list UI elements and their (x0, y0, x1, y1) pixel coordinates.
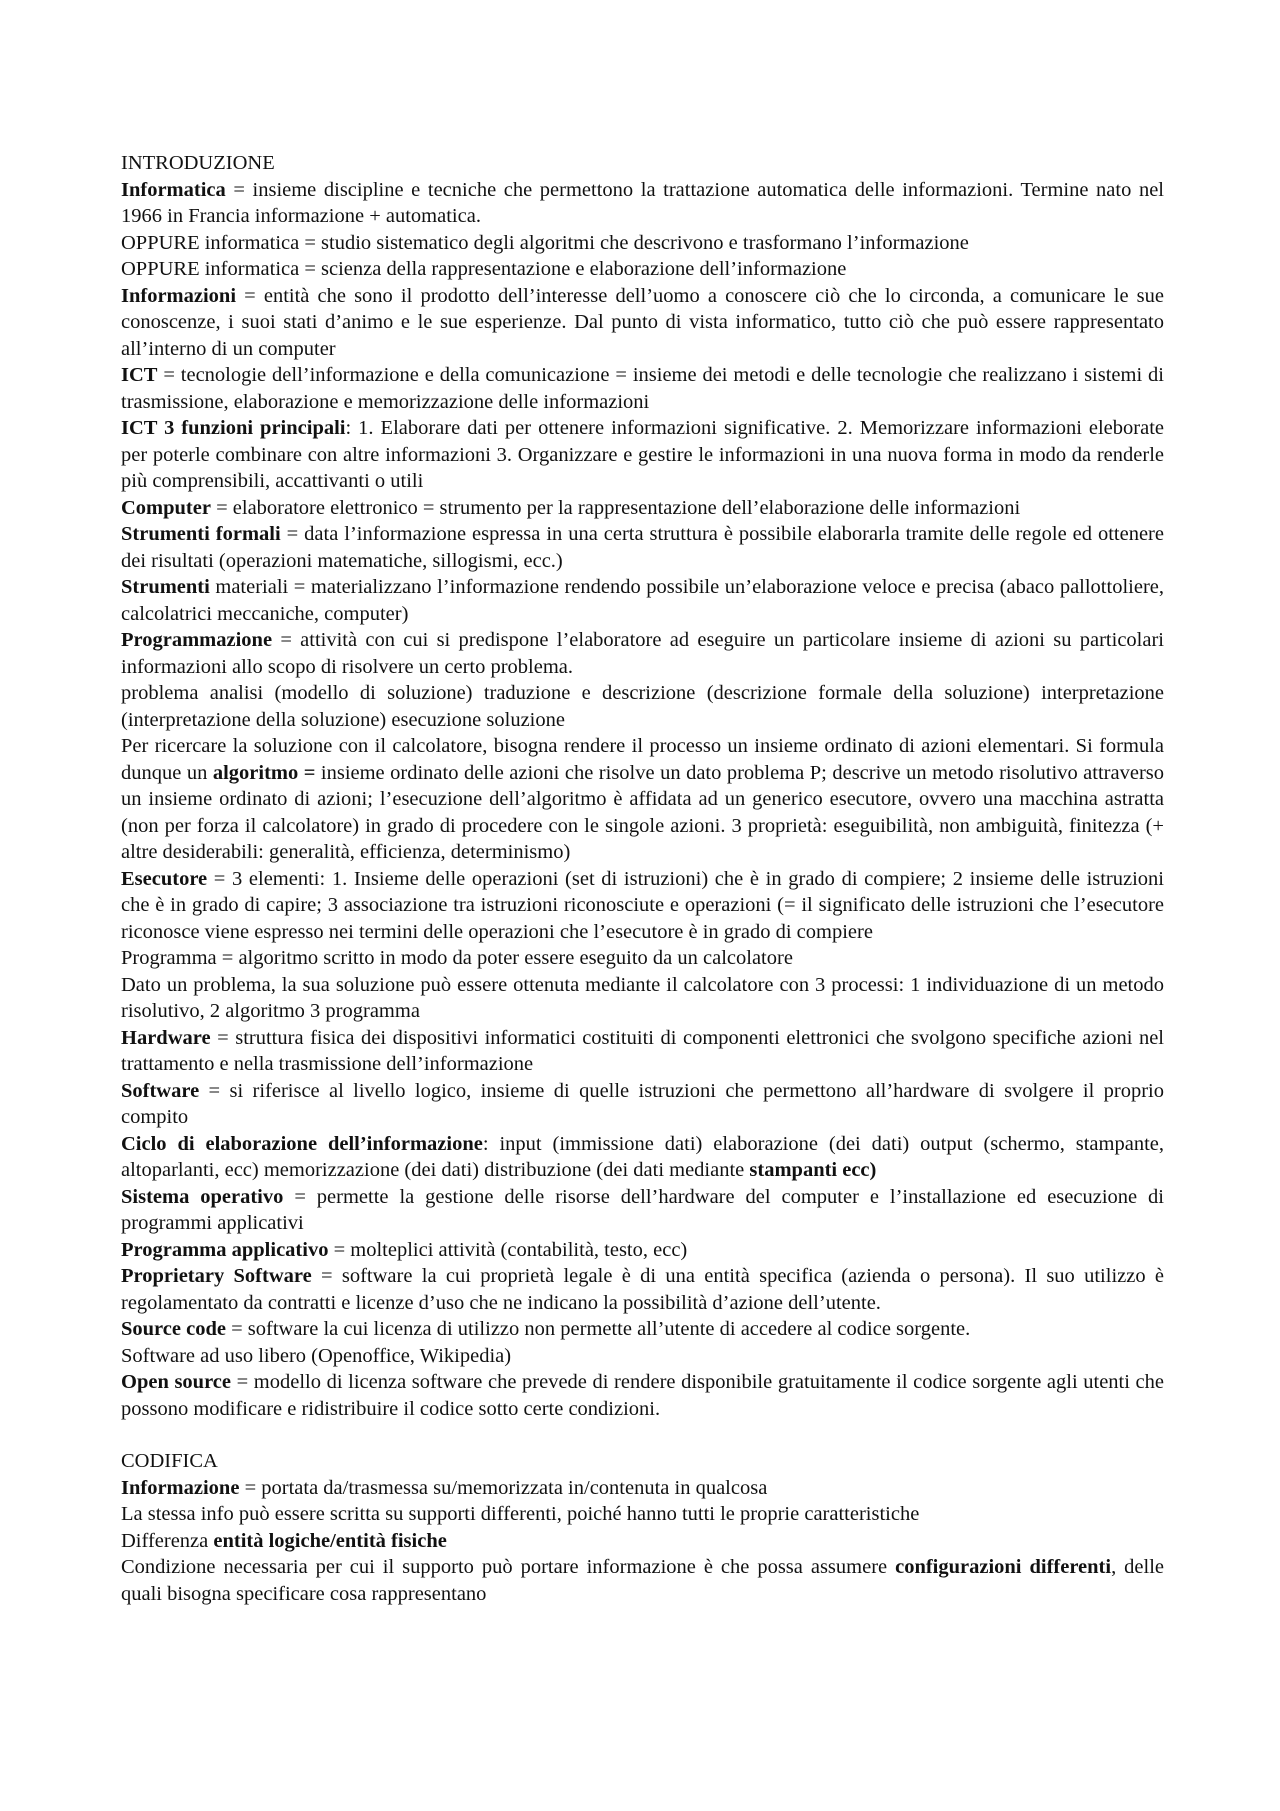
definition: = insieme discipline e tecniche che permettono la trattazione automatica delle informazioni. Termine nato nel 1966 in Francia informazione + automatica. (121, 178, 1164, 227)
definition: insieme ordinato delle azioni che risolve un dato problema P; descrive un metodo risolutivo attraverso un insieme ordinato di azioni; l’esecuzione dell’algoritmo è affidata ad un generico esecutore, ovvero una macchina astratta (non per forza il calcolatore) in grado di procedere con le singole azioni. 3 proprietà: eseguibilità, non ambiguità, finitezza (+ altre desiderabili: generalità, efficienza, determinismo) (121, 761, 1164, 863)
definition: = elaboratore elettronico = strumento per la rappresentazione dell’elaborazione delle informazioni (210, 496, 1021, 519)
paragraph-esecutore (121, 866, 1164, 946)
paragraph-oppure-1: OPPURE informatica = studio sistematico degli algoritmi che descrivono e trasformano l’informazione (121, 231, 969, 254)
definition: = software la cui licenza di utilizzo non permette all’utente di accedere al codice sorgente. (225, 1318, 971, 1340)
term: Sistema operativo (121, 1185, 284, 1208)
definition: = molteplici attività (contabilità, testo, ecc) (328, 1238, 688, 1261)
term: Proprietary Software (121, 1265, 312, 1287)
term: Strumenti formali (121, 523, 281, 545)
paragraph-strumenti-materiali (121, 574, 1164, 627)
term-secondary: stampanti ecc) (749, 1159, 877, 1181)
definition: = tecnologie dell’informazione e della comunicazione = insieme dei metodi e delle tecnologie che realizzano i sistemi di trasmissione, elaborazione e memorizzazione delle informazioni (121, 364, 1164, 413)
term: Informatica (121, 178, 226, 201)
paragraph-computer (121, 495, 1164, 522)
paragraph-condizione (121, 1554, 1164, 1607)
term: entità logiche/entità fisiche (213, 1529, 447, 1552)
paragraph-proprietary-software (121, 1263, 1164, 1316)
definition: materiali = materializzano l’informazione rendendo possibile un’elaborazione veloce e precisa (abaco pallottoliere, calcolatrici meccaniche, computer) (121, 576, 1164, 625)
document-page (121, 150, 1164, 1607)
term: Source code (121, 1318, 226, 1340)
paragraph-informatica (121, 177, 1164, 230)
term: ICT 3 funzioni principali (121, 417, 346, 439)
paragraph-programmazione (121, 627, 1164, 680)
definition: = software la cui proprietà legale è di una entità specifica (azienda o persona). Il suo utilizzo è regolamentato da contratti e licenze d’uso che ne indicano la possibilità d’azione dell’utente. (121, 1265, 1164, 1314)
definition: = modello di licenza software che prevede di rendere disponibile gratuitamente il codice sorgente agli utenti che possono modificare e ridistribuire il codice sotto certe condizioni. (121, 1371, 1164, 1420)
paragraph-programma-applicativo (121, 1237, 1164, 1264)
definition: , delle quali bisogna specificare cosa rappresentano (121, 1556, 1165, 1605)
paragraph-source-code (121, 1316, 1164, 1343)
term: algoritmo = (212, 761, 316, 784)
section-title-codifica: CODIFICA (121, 1450, 218, 1472)
term: Open source (121, 1371, 232, 1393)
term: Strumenti (121, 576, 210, 598)
definition: : input (immissione dati) elaborazione (dei dati) output (schermo, stampante, altoparlanti, ecc) memorizzazione (dei dati) distribuzione (dei dati mediante (121, 1132, 1164, 1181)
definition: = entità che sono il prodotto dell’interesse dell’uomo a conoscere ciò che lo circonda, a comunicare le sue conoscenze, i suoi stati d’animo e le sue esperienze. Dal punto di vista informatico, tutto ciò che può essere rappresentato all’interno di un computer (121, 284, 1164, 360)
paragraph-open-source (121, 1369, 1164, 1422)
definition: : 1. Elaborare dati per ottenere informazioni significative. 2. Memorizzare informazioni eleborate per poterle combinare con altre informazioni 3. Organizzare e gestire le informazioni in una nuova forma in modo da renderle più comprensibili, accattivanti o utili (121, 417, 1164, 492)
term: Programma applicativo (121, 1238, 329, 1261)
definition: = attività con cui si predispone l’elaboratore ad eseguire un particolare insieme di azioni su particolari informazioni allo scopo di risolvere un certo problema. (121, 629, 1164, 678)
term: Ciclo di elaborazione dell’informazione (121, 1132, 483, 1155)
intro-text: Condizione necessaria per cui il supporto può portare informazione è che possa assumere (121, 1556, 896, 1578)
paragraph-ict-funzioni (121, 415, 1164, 495)
definition: = permette la gestione delle risorse dell’hardware del computer e l’installazione ed esecuzione di programmi applicativi (121, 1185, 1165, 1234)
paragraph-differenza (121, 1528, 1164, 1555)
paragraph-sistema-operativo (121, 1184, 1164, 1237)
paragraph-dato-problema: Dato un problema, la sua soluzione può essere ottenuta mediante il calcolatore con 3 processi: 1 individuazione di un metodo risolutivo, 2 algoritmo 3 programma (121, 973, 1164, 1022)
paragraph-programma: Programma = algoritmo scritto in modo da poter essere eseguito da un calcolatore (121, 947, 793, 969)
paragraph-algoritmo (121, 733, 1164, 866)
term: Software (121, 1079, 200, 1102)
definition: = struttura fisica dei dispositivi informatici costituiti di componenti elettronici che svolgono specifiche azioni nel trattamento e nella trasmissione dell’informazione (121, 1026, 1164, 1075)
paragraph-stessa-info: La stessa info può essere scritta su supporti differenti, poiché hanno tutti le proprie caratteristiche (121, 1503, 920, 1525)
paragraph-strumenti-formali (121, 521, 1164, 574)
definition: = 3 elementi: 1. Insieme delle operazioni (set di istruzioni) che è in grado di compiere; 2 insieme delle istruzioni che è in grado di capire; 3 associazione tra istruzioni riconosciute e operazioni (= il significato delle istruzioni che l’esecutore riconosce viene espresso nei termini delle operazioni che l’esecutore è in grado di compiere (121, 867, 1164, 943)
paragraph-software (121, 1078, 1164, 1131)
paragraph-informazioni (121, 283, 1164, 363)
paragraph-problema-flow: problema analisi (modello di soluzione) traduzione e descrizione (descrizione formale della soluzione) interpretazione (interpretazione della soluzione) esecuzione soluzione (121, 682, 1164, 731)
term: ICT (121, 364, 158, 386)
term: Informazioni (121, 284, 237, 307)
paragraph-informazione (121, 1475, 1164, 1502)
term: Informazione (121, 1476, 240, 1499)
intro-text: Per ricercare la soluzione con il calcolatore, bisogna rendere il processo un insieme ordinato di azioni elementari. Si formula dunque un (121, 735, 1164, 784)
definition: = portata da/trasmessa su/memorizzata in/contenuta in qualcosa (239, 1476, 768, 1499)
definition: = si riferisce al livello logico, insieme di quelle istruzioni che permettono all’hardware di svolgere il proprio compito (121, 1079, 1164, 1128)
intro-text: Differenza (121, 1529, 214, 1552)
paragraph-hardware (121, 1025, 1164, 1078)
paragraph-ict (121, 362, 1164, 415)
term: Programmazione (121, 629, 273, 651)
paragraph-oppure-2: OPPURE informatica = scienza della rappresentazione e elaborazione dell’informazione (121, 258, 847, 280)
paragraph-software-libero: Software ad uso libero (Openoffice, Wikipedia) (121, 1344, 512, 1367)
term: Computer (121, 496, 211, 519)
definition: = data l’informazione espressa in una certa struttura è possibile elaborarla tramite delle regole ed ottenere dei risultati (operazioni matematiche, sillogismi, ecc.) (121, 523, 1164, 572)
section-title-introduzione: INTRODUZIONE (121, 152, 275, 174)
term: configurazioni differenti (895, 1556, 1112, 1578)
term: Hardware (121, 1026, 211, 1049)
paragraph-ciclo-elaborazione (121, 1131, 1164, 1184)
term: Esecutore (121, 867, 208, 890)
